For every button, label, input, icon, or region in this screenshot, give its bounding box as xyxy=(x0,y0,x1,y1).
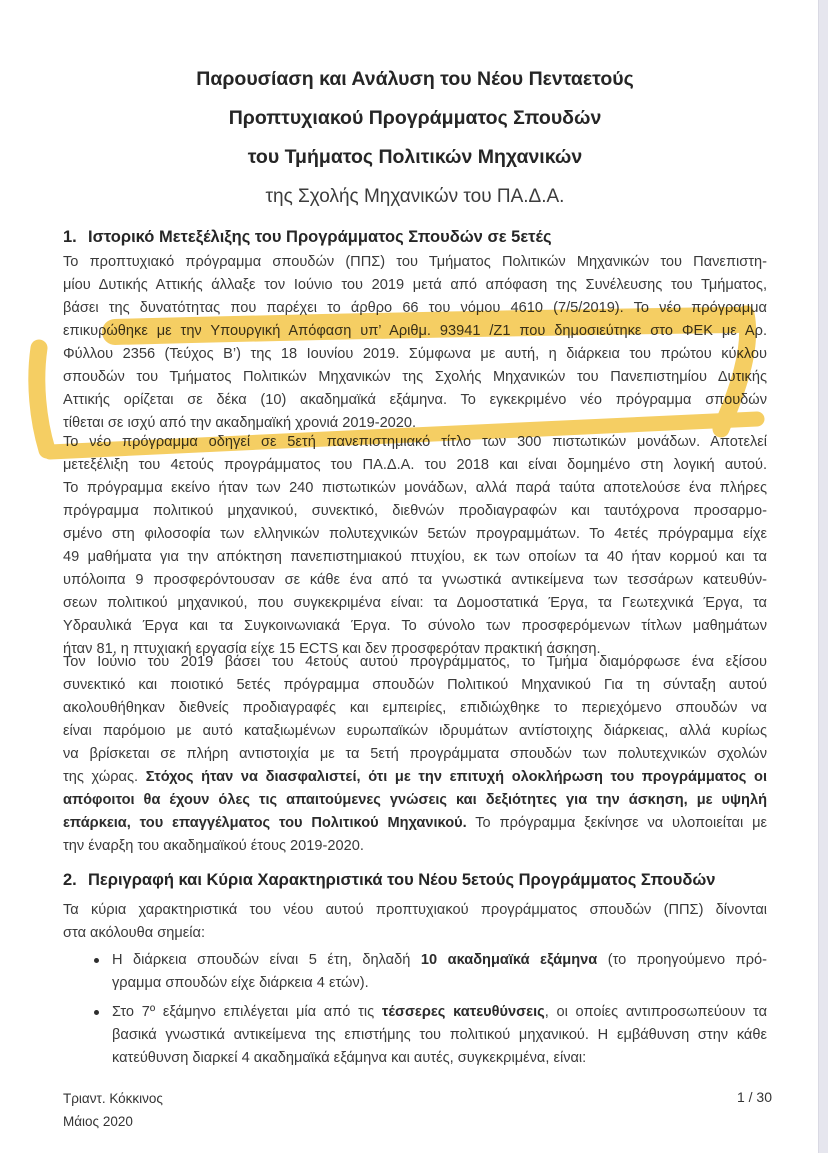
footer-author-block xyxy=(63,1087,163,1133)
footer-date: Μάιος 2020 xyxy=(63,1114,133,1129)
title-line-4: της Σχολής Μηχανικών του ΠΑ.Δ.Α. xyxy=(265,186,565,207)
bullet-item-duration-text: Η διάρκεια σπουδών είναι 5 έτη, δηλαδή 10 ακαδημαϊκά εξάμηνα (το προηγούμενο πρό- γραμμα σπουδών είχε διάρκεια 4 ετών). xyxy=(112,952,767,991)
bullet-item-duration xyxy=(63,949,767,995)
bullet-item-directions xyxy=(63,1001,767,1070)
section-1-title: Ιστορικό Μετεξέλιξης του Προγράμματος Σπουδών σε 5ετές xyxy=(88,228,552,246)
title-line-1: Παρουσίαση και Ανάλυση του Νέου Πενταετούς xyxy=(196,68,634,90)
scrollbar-track[interactable] xyxy=(818,0,828,1153)
bullet-icon xyxy=(94,1010,99,1015)
document-title xyxy=(63,60,767,216)
paragraph-history-2: Το νέο πρόγραμμα οδηγεί σε 5ετή πανεπιστημιακό τίτλο των 300 πιστωτικών μονάδων. Αποτελεί μετεξέλιξη του 4ετούς προγράμματος του ΠΑ.Δ.Α. του 2018 και είναι δομημένο στη λογική αυτού. Το πρόγραμμα εκείνο ήταν των 240 πιστωτικών μονάδων, αλλά παρά ταύτα αποτελούσε ένα πλήρες πρόγραμμα πολιτικού μηχανικού, συνεκτικό, διεθνών προδιαγραφών και ταυτόχρονα προσαρμο- σμένο στη φιλοσοφία των ελληνικών πολυτεχνικών 5ετών προγραμμάτων. Το 4ετές πρόγραμμα είχε 49 μαθήματα για την απόκτηση πανεπιστημιακού πτυχίου, εκ των οποίων τα 40 ήταν κορμού και τα υπόλοιπα 9 προσφερόντουσαν σε κάθε ένα από τα γνωστικά αντικείμενα των τεσσάρων κατευθύν- σεων πολιτικού μηχανικού, που συγκεκριμένα είναι: τα Δομοστατικά Έργα, τα Γεωτεχνικά Έργα, τα Υδραυλικά Έργα και τα Συγκοινωνιακά Έργα. Το σύνολο των προσφερόμενων τίτλων μαθημάτων ήταν 81, η πτυχιακή εργασία είχε 15 ECTS και δεν προσφερόταν πρακτική άσκηση. xyxy=(63,434,767,657)
section-1-heading xyxy=(63,226,767,248)
section-1-number: 1. xyxy=(63,228,77,246)
paragraph-history-1: Το προπτυχιακό πρόγραμμα σπουδών (ΠΠΣ) του Τμήματος Πολιτικών Μηχανικών του Πανεπιστη- μίου Δυτικής Αττικής άλλαξε τον Ιούνιο του 2019 μετά από απόφαση της Συνέλευσης του Τμήματος, βάσει της δυνατότητας που παρέχει το άρθρο 66 του νόμου 4610 (7/5/2019). Το νέο πρόγραμμα επικυρώθηκε με την Υπουργική Απόφαση υπ’ Αριθμ. 93941 /Ζ1 που δημοσιεύτηκε στο ΦΕΚ με Αρ. Φύλλου 2356 (Τεύχος Β’) της 18 Ιουνίου 2019. Σύμφωνα με αυτή, η διάρκεια του πρώτου κύκλου σπουδών του Τμήματος Πολιτικών Μηχανικών της Σχολής Μηχανικών του Πανεπιστημίου Δυτικής Αττικής ορίζεται σε δέκα (10) ακαδημαϊκά εξάμηνα. Το εγκεκριμένο νέο πρόγραμμα σπουδών τίθεται σε ισχύ από την ακαδημαϊκή χρονιά 2019-2020. xyxy=(63,254,767,431)
bullet-icon xyxy=(94,958,99,963)
bullet-item-directions-text: Στο 7º εξάμηνο επιλέγεται μία από τις τέσσερες κατευθύνσεις, οι οποίες αντιπροσωπεύουν τα βασικά γνωστικά αντικείμενα της επιστήμης του πολιτικού μηχανικού. Η εμβάθυνση στην κάθε κατεύθυνση διαρκεί 4 ακαδημαϊκά εξάμηνα και αυτές, συγκεκριμένα, είναι: xyxy=(112,1004,767,1066)
footer-author: Τριαντ. Κόκκινος xyxy=(63,1091,163,1106)
section-2-number: 2. xyxy=(63,871,77,889)
section-2-heading xyxy=(63,869,767,891)
page-number: 1 / 30 xyxy=(736,1089,772,1105)
section-2-intro: Τα κύρια χαρακτηριστικά του νέου αυτού προπτυχιακού προγράμματος σπουδών (ΠΠΣ) δίνονται στα ακόλουθα σημεία: xyxy=(63,902,767,941)
title-line-2: Προπτυχιακού Προγράμματος Σπουδών xyxy=(228,107,602,129)
section-2-title: Περιγραφή και Κύρια Χαρακτηριστικά του Νέου 5ετούς Προγράμματος Σπουδών xyxy=(88,871,716,889)
paragraph-history-3: Τον Ιούνιο του 2019 βάσει του 4ετούς αυτού προγράμματος, το Τμήμα διαμόρφωσε ένα εξίσου συνεκτικό και ποιοτικό 5ετές πρόγραμμα σπουδών Πολιτικού Μηχανικού Για τη σύνταξη αυτού ακολουθήθηκαν διεθνείς προδιαγραφές και εμπειρίες, επιδιώχθηκε το περιεχόμενο σπουδών να είναι παρόμοιο με αυτό καταξιωμένων ευρωπαϊκών ιδρυμάτων αντίστοιχης διάρκειας, αλλά κυρίως να βρίσκεται σε πλήρη αντιστοιχία με τα 5ετή προγράμματα σπουδών των πολυτεχνικών σχολών της χώρας. Στόχος ήταν να διασφαλιστεί, ότι με την επιτυχή ολοκλήρωση του προγράμματος οι απόφοιτοι θα έχουν όλες τις απαιτούμενες γνώσεις και δεξιότητες για την άσκηση, με υψηλή επάρκεια, του επαγγέλματος του Πολιτικού Μηχανικού. Το πρόγραμμα ξεκίνησε να υλοποιείται με την έναρξη του ακαδημαϊκού έτους 2019-2020. xyxy=(63,654,767,854)
title-line-3: του Τμήματος Πολιτικών Μηχανικών xyxy=(247,146,583,168)
